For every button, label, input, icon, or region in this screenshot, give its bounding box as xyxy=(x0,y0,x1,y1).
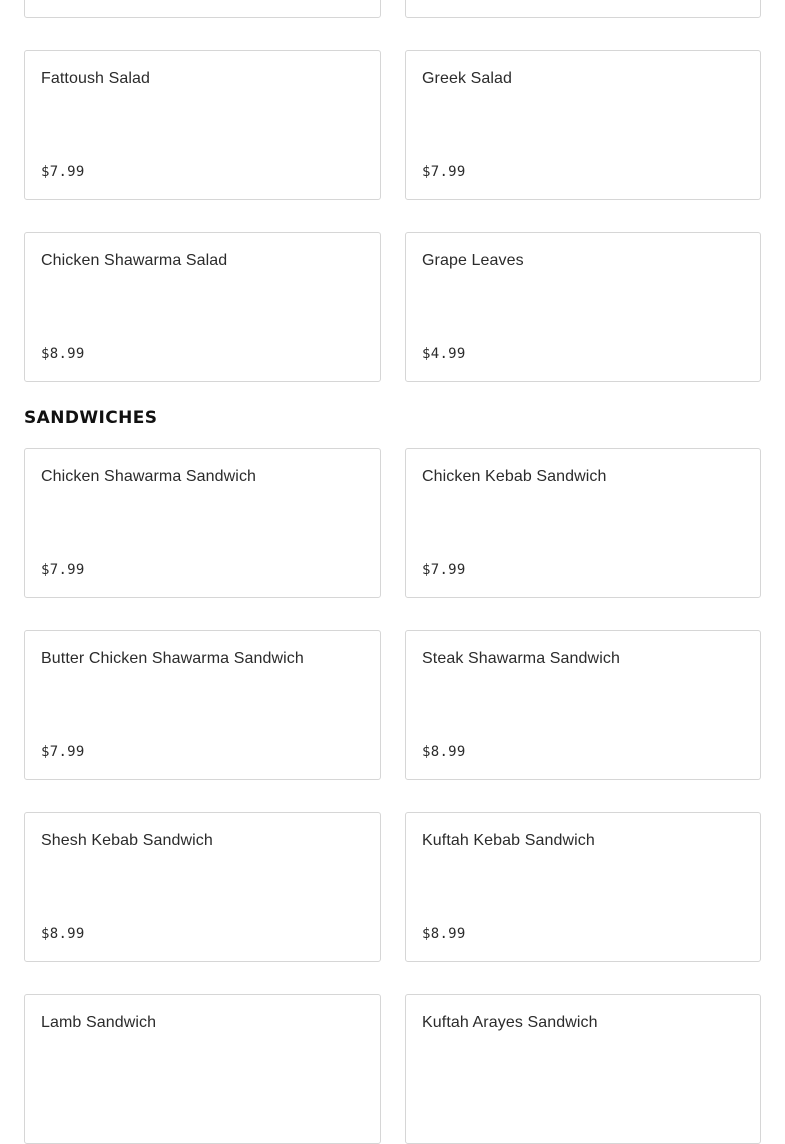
menu-item-card[interactable] xyxy=(405,232,761,382)
menu-item-price: $8.99 xyxy=(422,744,466,760)
menu-item-card[interactable] xyxy=(405,630,761,780)
menu-item-price: $7.99 xyxy=(422,562,466,578)
menu-item-name: Lamb Sandwich xyxy=(41,1014,157,1031)
menu-item-name: Kuftah Arayes Sandwich xyxy=(422,1014,598,1031)
menu-item-name: Chicken Shawarma Sandwich xyxy=(41,468,257,485)
menu-item-name: Fattoush Salad xyxy=(41,70,151,87)
sandwiches-grid xyxy=(24,448,761,1144)
menu-item-card[interactable] xyxy=(24,50,381,200)
menu-item-name: Butter Chicken Shawarma Sandwich xyxy=(41,650,304,667)
menu-item-price: $7.99 xyxy=(422,164,466,180)
menu-item-name: Greek Salad xyxy=(422,70,513,87)
menu-item-name: Shesh Kebab Sandwich xyxy=(41,832,213,849)
menu-item-price: $8.99 xyxy=(41,346,85,362)
menu-item-price: $7.99 xyxy=(41,562,85,578)
menu-item-price: $7.99 xyxy=(41,744,85,760)
menu-item-price: $4.99 xyxy=(422,346,466,362)
menu-item-card[interactable] xyxy=(405,50,761,200)
menu-item-card[interactable] xyxy=(24,0,381,18)
menu-item-card[interactable] xyxy=(24,630,381,780)
menu-item-name: Chicken Kebab Sandwich xyxy=(422,468,607,485)
menu-item-name: Chicken Shawarma Salad xyxy=(41,252,228,269)
menu-item-name: Kuftah Kebab Sandwich xyxy=(422,832,595,849)
salads-grid xyxy=(24,0,761,382)
menu-item-card[interactable] xyxy=(405,448,761,598)
menu-item-name: Steak Shawarma Sandwich xyxy=(422,650,620,667)
menu-item-card[interactable] xyxy=(405,0,761,18)
menu-item-price: $8.99 xyxy=(422,926,466,942)
menu-item-price: $7.99 xyxy=(41,164,85,180)
menu-item-name: Grape Leaves xyxy=(422,252,524,269)
menu-item-card[interactable] xyxy=(405,812,761,962)
menu-item-price: $8.99 xyxy=(41,926,85,942)
menu-item-card[interactable] xyxy=(24,994,381,1144)
section-title-sandwiches: SANDWICHES xyxy=(24,408,158,428)
menu-item-card[interactable] xyxy=(24,232,381,382)
menu-item-card[interactable] xyxy=(24,448,381,598)
menu-item-card[interactable] xyxy=(24,812,381,962)
menu-item-card[interactable] xyxy=(405,994,761,1144)
